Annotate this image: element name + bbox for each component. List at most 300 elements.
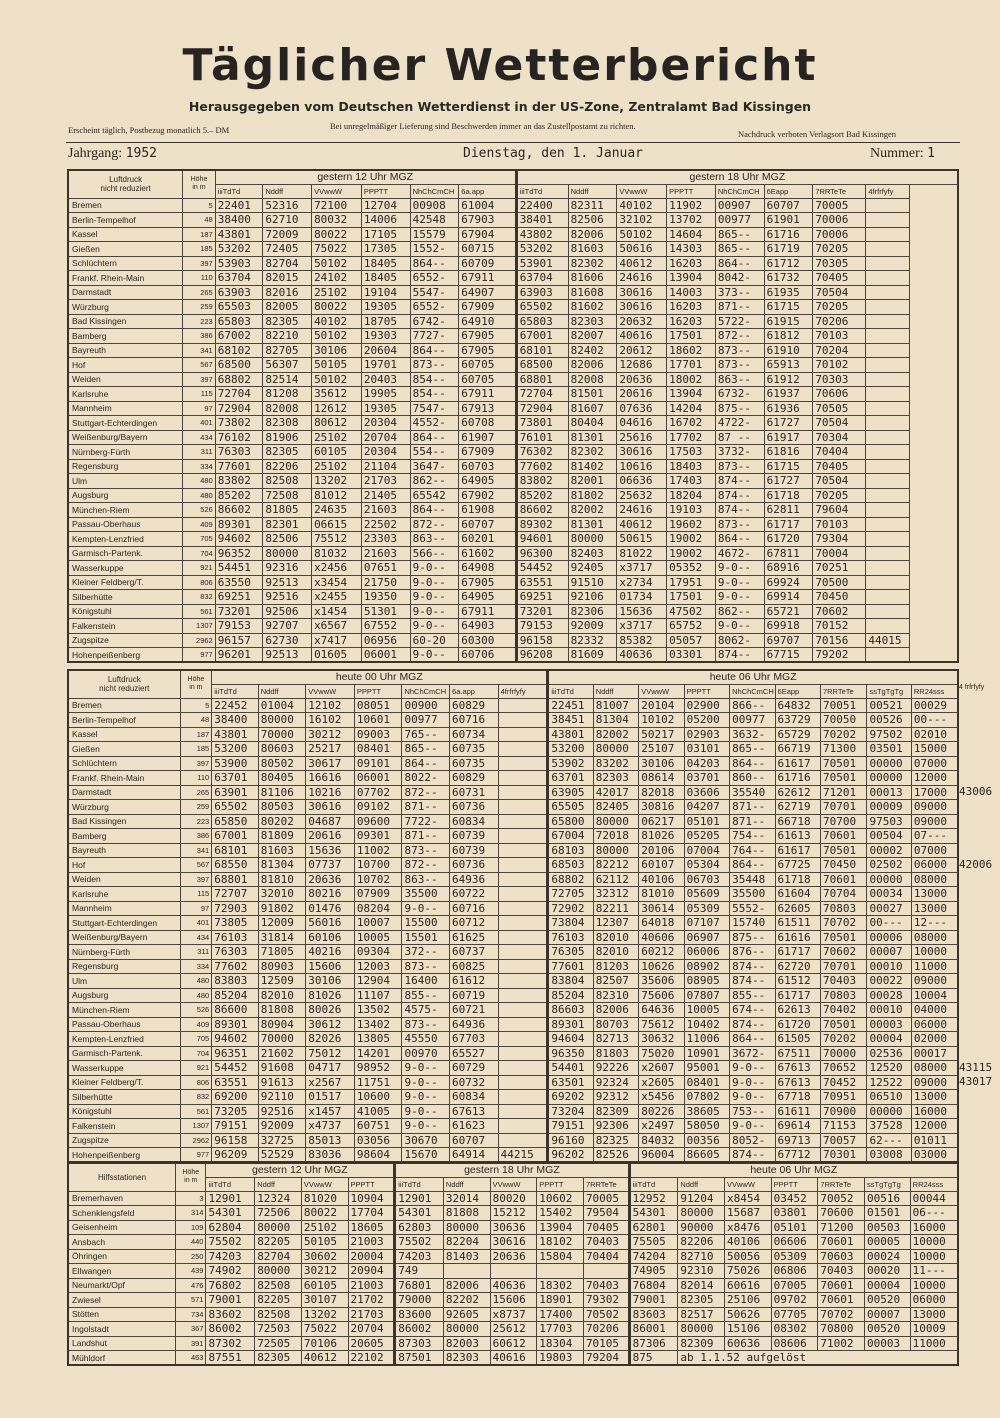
data-cell: 05101	[771, 1220, 818, 1235]
data-cell: 40636	[617, 648, 667, 663]
data-cell: x8454	[725, 1191, 772, 1206]
data-cell: 60616	[725, 1278, 772, 1293]
data-cell: 00020	[865, 1264, 911, 1279]
data-cell: 25102	[312, 285, 362, 300]
data-cell: 4672-	[715, 546, 764, 561]
data-cell: 12704	[361, 198, 410, 213]
data-cell: 7727-	[410, 329, 459, 344]
data-cell: 61623	[450, 1119, 499, 1134]
table-row	[68, 1032, 958, 1047]
data-cell: 70202	[820, 727, 867, 742]
data-cell: 871--	[730, 814, 775, 829]
station-height: 463	[176, 1351, 206, 1366]
station-height: 526	[183, 503, 215, 518]
data-cell: 61612	[450, 974, 499, 989]
data-cell: 01004	[258, 698, 306, 713]
data-cell: 84032	[639, 1133, 684, 1148]
data-cell: 92316	[263, 561, 312, 576]
data-cell: 87303	[395, 1336, 444, 1351]
data-cell: 876--	[730, 945, 775, 960]
data-cell: 5547-	[410, 285, 459, 300]
table-row	[68, 1336, 958, 1351]
data-cell: 40106	[725, 1235, 772, 1250]
data-cell: 65752	[667, 619, 716, 634]
data-cell: 80000	[255, 1264, 302, 1279]
data-cell: 76305	[548, 945, 593, 960]
data-cell: 60106	[306, 930, 355, 945]
station-name: Stuttgart-Echterdingen	[68, 916, 180, 931]
station-height: 97	[183, 401, 215, 416]
data-cell: 13904	[667, 387, 716, 402]
data-cell: 20605	[348, 1336, 395, 1351]
data-cell: 00022	[867, 974, 911, 989]
table-row	[68, 1278, 958, 1293]
station-height: 571	[176, 1293, 206, 1308]
data-cell: 82202	[443, 1293, 490, 1308]
data-cell: 64903	[459, 619, 516, 634]
data-cell: 60707	[459, 517, 516, 532]
hoehe-label: Höhe in m	[180, 670, 212, 698]
data-cell: 70504	[813, 416, 866, 431]
data-cell	[498, 771, 548, 786]
station-name: Hof	[68, 358, 183, 373]
station-height: 397	[183, 372, 215, 387]
data-cell: 94604	[548, 1032, 593, 1047]
station-height: 397	[180, 756, 212, 771]
station-name: Mannheim	[68, 901, 180, 916]
table-row	[68, 430, 958, 445]
data-cell: 09000	[911, 814, 958, 829]
data-cell: 60612	[490, 1336, 537, 1351]
data-cell: 14006	[361, 213, 410, 228]
data-cell: 54301	[206, 1206, 255, 1221]
data-cell: 00004	[867, 1032, 911, 1047]
station-name: Zugspitze	[68, 1133, 180, 1148]
table-today	[67, 669, 959, 1163]
data-cell: 63551	[212, 1075, 259, 1090]
data-cell: 40606	[639, 930, 684, 945]
data-cell: 82206	[263, 459, 312, 474]
column-header: iiiTdTd	[395, 1177, 444, 1191]
data-cell: 00907	[715, 198, 764, 213]
data-cell: 863--	[410, 532, 459, 547]
data-cell: 83802	[215, 474, 263, 489]
data-cell: 864--	[730, 858, 775, 873]
data-cell: 67715	[764, 648, 813, 663]
data-cell: 61717	[775, 945, 820, 960]
table-row	[68, 1090, 958, 1105]
data-cell: 10602	[537, 1191, 584, 1206]
data-cell: 6552-	[410, 271, 459, 286]
data-cell: 81020	[301, 1191, 348, 1206]
data-cell: 53903	[215, 256, 263, 271]
data-cell: 11000	[911, 959, 958, 974]
data-cell: 80404	[568, 416, 617, 431]
data-cell	[866, 619, 909, 634]
data-cell: 3632-	[730, 727, 775, 742]
data-cell: 70405	[813, 459, 866, 474]
data-cell: 9-0--	[402, 1104, 450, 1119]
data-cell: 77602	[212, 959, 259, 974]
data-cell: 17701	[667, 358, 716, 373]
data-cell	[866, 343, 909, 358]
data-cell: 73204	[548, 1104, 593, 1119]
data-cell: 82008	[263, 401, 312, 416]
data-cell: 92312	[593, 1090, 638, 1105]
data-cell: 70702	[820, 916, 867, 931]
data-cell: 96160	[548, 1133, 593, 1148]
column-header: PPPTT	[354, 684, 402, 698]
station-name: Würzburg	[68, 800, 180, 815]
data-cell: 15636	[617, 604, 667, 619]
data-cell: 20616	[306, 829, 355, 844]
nummer-value: 1	[927, 146, 935, 161]
data-cell: 20632	[617, 314, 667, 329]
data-cell: 00---	[867, 916, 911, 931]
data-cell: 86002	[206, 1322, 255, 1337]
data-cell: 53202	[215, 242, 263, 257]
data-cell: 19905	[361, 387, 410, 402]
data-cell: 70700	[820, 814, 867, 829]
data-cell: 70606	[813, 387, 866, 402]
station-name: Gießen	[68, 742, 180, 757]
data-cell: 81106	[258, 785, 306, 800]
column-header: Nddff	[255, 1177, 302, 1191]
data-cell	[498, 829, 548, 844]
data-cell	[866, 213, 909, 228]
data-cell: 61718	[775, 872, 820, 887]
data-cell: 61732	[764, 271, 813, 286]
data-cell: 79153	[215, 619, 263, 634]
extra-value: 42006	[959, 858, 993, 871]
column-header: NhChCmCH	[715, 184, 764, 198]
data-cell: 69914	[764, 590, 813, 605]
table-row	[68, 698, 958, 713]
data-cell: 30636	[490, 1220, 537, 1235]
data-cell: 82305	[255, 1351, 302, 1366]
data-cell: 64914	[450, 1148, 499, 1163]
data-cell: 15740	[730, 916, 775, 931]
data-cell: 81026	[639, 829, 684, 844]
data-cell: 12307	[593, 916, 638, 931]
data-cell: 54301	[395, 1206, 444, 1221]
data-cell: 80405	[258, 771, 306, 786]
station-name: München-Riem	[68, 1003, 180, 1018]
data-cell: 67712	[775, 1148, 820, 1163]
data-cell: 08614	[639, 771, 684, 786]
data-cell: 53902	[548, 756, 593, 771]
data-cell: 32102	[617, 213, 667, 228]
data-cell: 94602	[212, 1032, 259, 1047]
data-cell: 06001	[354, 771, 402, 786]
station-height: 1307	[180, 1119, 212, 1134]
data-cell: 60300	[459, 633, 516, 648]
data-cell: 82010	[593, 945, 638, 960]
data-cell: 83036	[306, 1148, 355, 1163]
data-cell: 07000	[911, 756, 958, 771]
data-cell: 60751	[354, 1119, 402, 1134]
station-name: Garmisch-Partenk.	[68, 546, 183, 561]
data-cell: 05057	[667, 633, 716, 648]
data-cell: 64908	[459, 561, 516, 576]
data-cell: 70004	[813, 546, 866, 561]
table-row	[68, 1133, 958, 1148]
station-height: 526	[180, 1003, 212, 1018]
station-name: Nürnberg-Fürth	[68, 445, 183, 460]
station-height: 367	[176, 1322, 206, 1337]
data-cell: 38401	[516, 213, 568, 228]
table-row	[68, 858, 958, 873]
data-cell: 60705	[459, 358, 516, 373]
station-height: 832	[183, 590, 215, 605]
data-cell: 00004	[865, 1278, 911, 1293]
data-cell: 38451	[548, 713, 593, 728]
data-cell: 60731	[450, 785, 499, 800]
data-cell: 60734	[450, 727, 499, 742]
data-cell: x5456	[639, 1090, 684, 1105]
station-name: Neumarkt/Opf	[68, 1278, 176, 1293]
data-cell: 82006	[568, 227, 617, 242]
data-cell: 43801	[212, 727, 259, 742]
table-row	[68, 843, 958, 858]
data-cell: 50102	[312, 329, 362, 344]
column-header: PPPTT	[684, 684, 729, 698]
data-cell: 65721	[764, 604, 813, 619]
data-cell: 80000	[443, 1220, 490, 1235]
data-cell: 82302	[568, 445, 617, 460]
table-row	[68, 575, 958, 590]
copyright-note: Nachdruck verboten Verlagsort Bad Kissingen	[738, 129, 896, 139]
data-cell: 871--	[715, 300, 764, 315]
station-name: Weißenburg/Bayern	[68, 430, 183, 445]
data-cell: 70405	[583, 1220, 629, 1235]
column-header: 4frfrfyfy	[498, 684, 548, 698]
data-cell: 60721	[450, 1003, 499, 1018]
data-cell: 53900	[212, 756, 259, 771]
data-cell: 70501	[820, 771, 867, 786]
data-cell: 70105	[583, 1336, 629, 1351]
data-cell: 96350	[548, 1046, 593, 1061]
data-cell: 72506	[255, 1206, 302, 1221]
data-cell: 20604	[361, 343, 410, 358]
data-cell: 70057	[820, 1133, 867, 1148]
data-cell: 63905	[548, 785, 593, 800]
station-name: Kempten-Lenzfried	[68, 532, 183, 547]
group-aux-gestern-12: gestern 12 Uhr MGZ	[206, 1163, 395, 1177]
data-cell: 61816	[764, 445, 813, 460]
data-cell: 3732-	[715, 445, 764, 460]
data-cell: 19305	[361, 300, 410, 315]
data-cell: 81304	[593, 713, 638, 728]
data-cell: 81012	[312, 488, 362, 503]
station-name: Hof	[68, 858, 180, 873]
data-cell: 79001	[629, 1293, 678, 1308]
data-cell: 10901	[684, 1046, 729, 1061]
data-cell: 60707	[450, 1133, 499, 1148]
table-row	[68, 256, 958, 271]
data-cell: 20104	[639, 698, 684, 713]
data-cell: 864--	[410, 343, 459, 358]
data-cell: 9-0--	[410, 648, 459, 663]
data-cell: 79302	[583, 1293, 629, 1308]
data-cell: x8737	[490, 1307, 537, 1322]
data-cell: 873--	[715, 517, 764, 532]
station-name: Nürnberg-Fürth	[68, 945, 180, 960]
data-cell: 81609	[568, 648, 617, 663]
data-cell: 82206	[678, 1235, 725, 1250]
data-cell: 873--	[715, 343, 764, 358]
data-cell: 860--	[730, 771, 775, 786]
data-cell: 8062-	[715, 633, 764, 648]
data-cell: 81607	[568, 401, 617, 416]
hoehe-label: Höhe in m	[183, 170, 215, 198]
station-name: Zugspitze	[68, 633, 183, 648]
data-cell: 60834	[450, 814, 499, 829]
data-cell: 00977	[730, 713, 775, 728]
data-cell	[498, 1119, 548, 1134]
data-cell: 85382	[617, 633, 667, 648]
column-header: ssTgTgTg	[867, 684, 911, 698]
data-cell: 70601	[820, 829, 867, 844]
column-header: NhChCmCH	[410, 184, 459, 198]
data-cell: 00003	[867, 1017, 911, 1032]
data-cell: 19002	[667, 546, 716, 561]
data-cell: 73201	[516, 604, 568, 619]
data-cell: 70006	[813, 213, 866, 228]
data-cell: 81809	[258, 829, 306, 844]
data-cell: 08000	[911, 1061, 958, 1076]
station-name: Falkenstein	[68, 1119, 180, 1134]
data-cell: 81010	[639, 887, 684, 902]
data-cell: 81208	[263, 387, 312, 402]
column-header: iiiTdTd	[548, 684, 593, 698]
station-height: 480	[180, 988, 212, 1003]
data-cell: 67902	[459, 488, 516, 503]
station-height: 110	[183, 271, 215, 286]
data-cell: 67718	[775, 1090, 820, 1105]
data-cell: 50105	[312, 358, 362, 373]
table-row	[68, 561, 958, 576]
data-cell: 30670	[402, 1133, 450, 1148]
data-cell: 73201	[215, 604, 263, 619]
data-cell: 00---	[911, 713, 958, 728]
data-cell: 70206	[583, 1322, 629, 1337]
station-name: Passau-Oberhaus	[68, 517, 183, 532]
data-cell: 64910	[459, 314, 516, 329]
data-cell: 10626	[639, 959, 684, 974]
data-cell: 05609	[684, 887, 729, 902]
data-cell: 40102	[312, 314, 362, 329]
data-cell: 06636	[617, 474, 667, 489]
table-row	[68, 1148, 958, 1163]
data-cell: 08204	[354, 901, 402, 916]
station-height: 265	[183, 285, 215, 300]
data-cell: 74905	[629, 1264, 678, 1279]
table-row	[68, 1351, 958, 1366]
data-cell: 00013	[867, 785, 911, 800]
data-cell: 864--	[715, 256, 764, 271]
data-cell: 60636	[725, 1336, 772, 1351]
data-cell	[866, 459, 909, 474]
data-cell: 02903	[684, 727, 729, 742]
data-cell: 21602	[258, 1046, 306, 1061]
data-cell: 72508	[263, 488, 312, 503]
data-cell: 86600	[212, 1003, 259, 1018]
data-cell: 11107	[354, 988, 402, 1003]
station-height: 705	[183, 532, 215, 547]
station-name: Weiden	[68, 372, 183, 387]
station-name: Regensburg	[68, 959, 180, 974]
data-cell: 45550	[402, 1032, 450, 1047]
station-height: 2962	[183, 633, 215, 648]
data-cell: 9-0--	[402, 1075, 450, 1090]
data-cell: 62---	[867, 1133, 911, 1148]
data-cell: 00908	[410, 198, 459, 213]
data-cell: 00977	[715, 213, 764, 228]
data-cell: 22451	[548, 698, 593, 713]
data-cell: 14201	[354, 1046, 402, 1061]
column-header: 4frfrfyfy	[866, 184, 909, 198]
data-cell: 70000	[820, 1046, 867, 1061]
data-cell: 07000	[911, 843, 958, 858]
data-cell: 873--	[402, 959, 450, 974]
data-cell: 22102	[348, 1351, 395, 1366]
data-cell	[866, 474, 909, 489]
data-cell: 82506	[568, 213, 617, 228]
data-cell: 92513	[263, 648, 312, 663]
data-cell: 60105	[301, 1278, 348, 1293]
data-cell: 06606	[771, 1235, 818, 1250]
data-cell: 21603	[361, 503, 410, 518]
data-cell: 52529	[258, 1148, 306, 1163]
data-cell: 11006	[684, 1032, 729, 1047]
data-cell: 67911	[459, 387, 516, 402]
data-cell: 08401	[354, 742, 402, 757]
data-cell: 67913	[459, 401, 516, 416]
data-cell: 13000	[911, 901, 958, 916]
station-name: Stötten	[68, 1307, 176, 1322]
data-cell: 22401	[215, 198, 263, 213]
data-cell: 82301	[263, 517, 312, 532]
data-cell: 15636	[306, 843, 355, 858]
data-cell: 30816	[639, 800, 684, 815]
data-cell: 61613	[775, 829, 820, 844]
data-cell: 00000	[867, 872, 911, 887]
data-cell: 89301	[548, 1017, 593, 1032]
data-cell: 50626	[725, 1307, 772, 1322]
data-cell: 30632	[639, 1032, 684, 1047]
station-name: Karlsruhe	[68, 887, 180, 902]
table-row	[68, 503, 958, 518]
station-height: 223	[183, 314, 215, 329]
data-cell: 70951	[820, 1090, 867, 1105]
data-cell: 16203	[667, 314, 716, 329]
data-cell: 75502	[395, 1235, 444, 1250]
data-cell: 21104	[361, 459, 410, 474]
data-cell: 24616	[617, 503, 667, 518]
data-cell: 3647-	[410, 459, 459, 474]
station-name: Bremerhaven	[68, 1191, 176, 1206]
data-cell: 03101	[684, 742, 729, 757]
table-row	[68, 1322, 958, 1337]
data-cell	[866, 358, 909, 373]
data-cell: 874--	[715, 648, 764, 663]
data-cell: 13702	[667, 213, 716, 228]
data-cell: 82705	[263, 343, 312, 358]
station-name: Bad Kissingen	[68, 814, 180, 829]
data-cell: 62730	[263, 633, 312, 648]
table-row	[68, 1061, 958, 1076]
